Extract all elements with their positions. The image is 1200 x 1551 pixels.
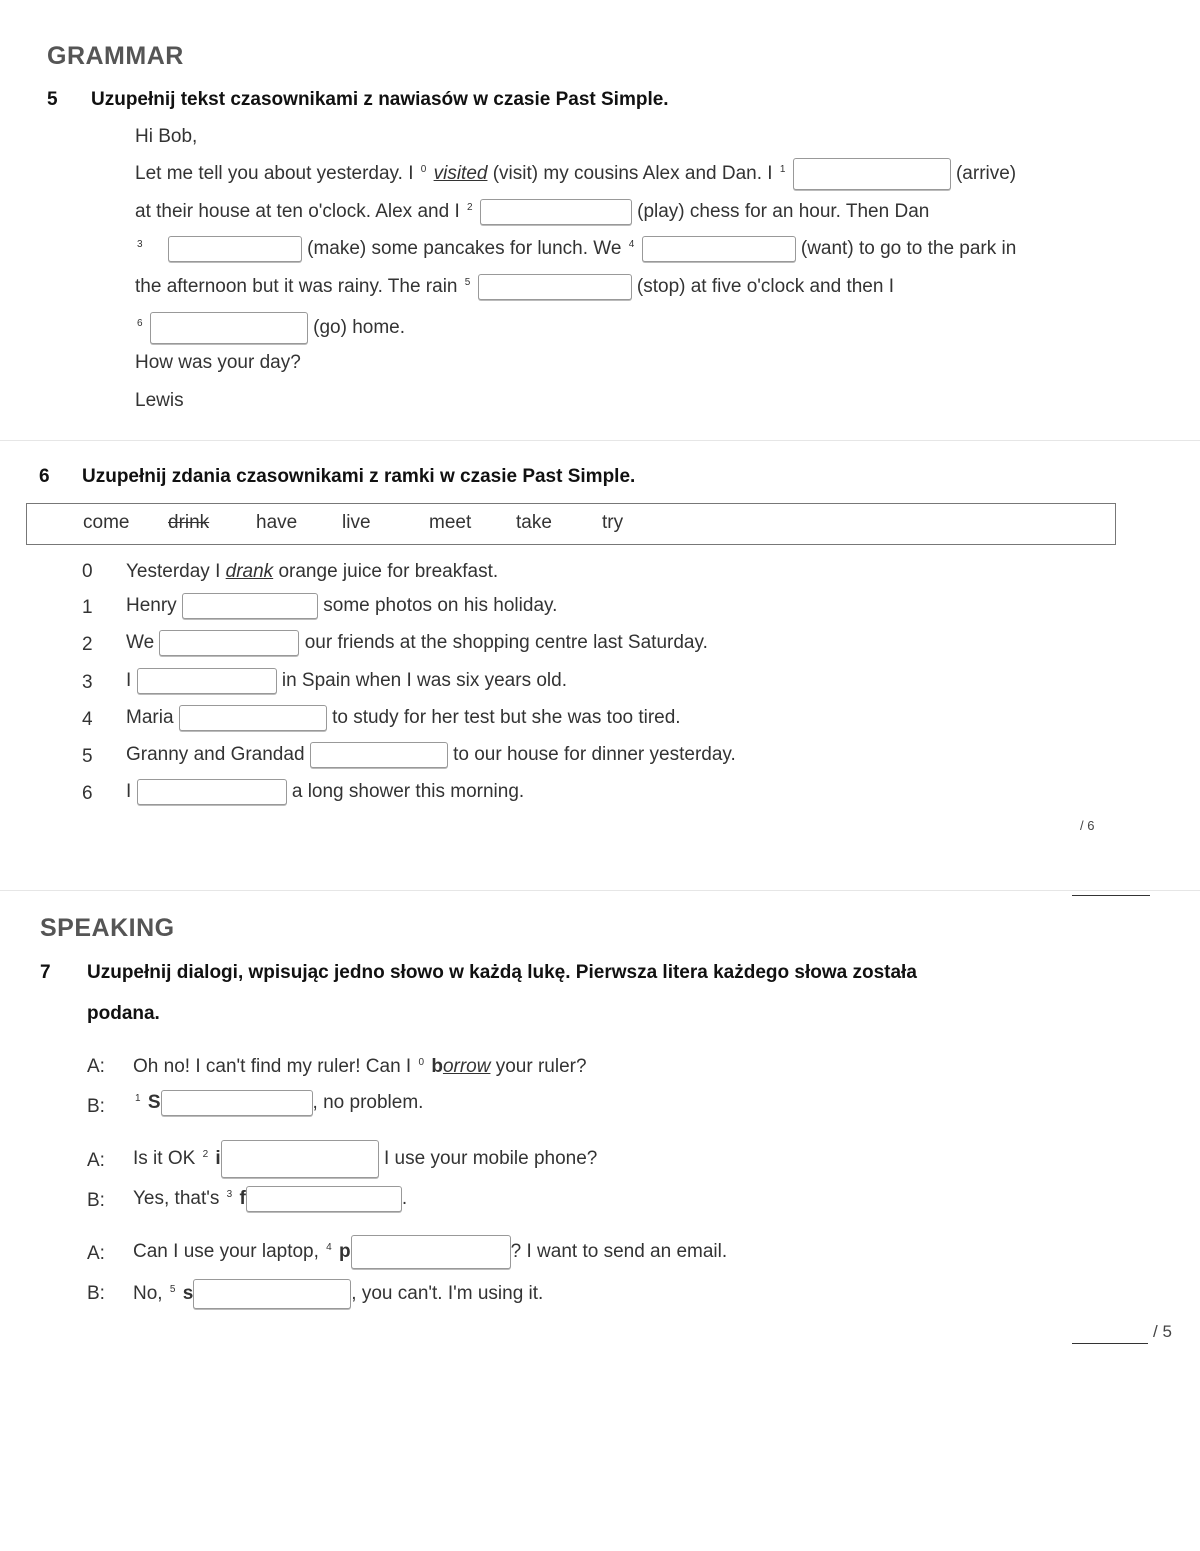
word-box-item: meet: [429, 512, 472, 533]
first-letter-hint: b: [431, 1056, 443, 1077]
dialogue-line-1: [133, 1090, 423, 1116]
answer-gap-6-1[interactable]: [182, 593, 318, 619]
letter-line-1: [135, 158, 1016, 190]
answer-gap-5-2[interactable]: [480, 199, 632, 225]
sentence-6-4: [126, 705, 681, 731]
answer-gap-7-2[interactable]: [221, 1140, 379, 1178]
sentence-6-1: [126, 593, 557, 619]
dialogue-line-2: [133, 1140, 597, 1178]
score-line-decoration: [1072, 895, 1150, 896]
letter-line-3: [135, 236, 1016, 262]
text: to study for her test but she was too tired.: [332, 707, 681, 729]
word-box-item: try: [602, 512, 624, 533]
gap-number: 2: [467, 201, 473, 213]
gap-number: 4: [628, 238, 635, 250]
gap-number: 0: [418, 1056, 425, 1068]
exercise-7-instruction-line-2: podana.: [87, 1003, 160, 1024]
answer-gap-6-4[interactable]: [179, 705, 327, 731]
text: Yesterday I: [126, 561, 221, 582]
text: your ruler?: [495, 1056, 587, 1077]
answer-gap-6-2[interactable]: [159, 630, 299, 656]
gap-number: 0: [420, 163, 427, 175]
dialogue-line-4: [133, 1235, 727, 1269]
answer-gap-5-5[interactable]: [478, 274, 632, 300]
text: Henry: [126, 595, 177, 617]
word-box-item-used: drink: [168, 512, 210, 533]
text: our friends at the shopping centre last Saturday.: [304, 632, 708, 654]
text: the afternoon but it was rainy. The rain: [135, 276, 458, 298]
item-number: 0: [82, 561, 93, 582]
example-answer: orrow: [442, 1056, 491, 1077]
text: (stop) at five o'clock and then I: [636, 276, 894, 298]
score-line: [1072, 1343, 1148, 1344]
answer-gap-7-5[interactable]: [193, 1279, 351, 1309]
first-letter-hint: i: [215, 1148, 221, 1170]
text: orange juice for breakfast.: [278, 561, 499, 582]
text: Is it OK: [133, 1148, 196, 1170]
text: at their house at ten o'clock. Alex and I: [135, 201, 460, 223]
text: Oh no! I can't find my ruler! Can I: [133, 1056, 412, 1077]
exercise-5-instruction: Uzupełnij tekst czasownikami z nawiasów w czasie Past Simple.: [91, 89, 669, 110]
dialogue-line-3: [133, 1186, 407, 1212]
item-number: 6: [82, 783, 93, 804]
score-exercise-6: / 6: [1080, 818, 1095, 833]
section-divider: [0, 440, 1200, 441]
sentence-6-2: [126, 630, 708, 656]
text: Yes, that's: [133, 1188, 220, 1210]
text: in Spain when I was six years old.: [281, 670, 567, 692]
word-box-item: have: [256, 512, 298, 533]
exercise-6-number: 6: [39, 466, 50, 487]
text: No,: [133, 1283, 163, 1305]
text: some photos on his holiday.: [323, 595, 558, 617]
text: Let me tell you about yesterday. I: [135, 163, 414, 185]
answer-gap-6-6[interactable]: [137, 779, 287, 805]
text: (play) chess for an hour. Then Dan: [637, 201, 930, 223]
text: Granny and Grandad: [126, 744, 305, 766]
text: , you can't. I'm using it.: [351, 1283, 544, 1305]
letter-greeting: Hi Bob,: [135, 126, 198, 147]
speaking-section-title: SPEAKING: [40, 914, 175, 942]
score-exercise-7: / 5: [1153, 1322, 1172, 1341]
letter-line-2: [135, 199, 929, 225]
text: (arrive): [955, 163, 1017, 185]
text: to our house for dinner yesterday.: [453, 744, 736, 766]
item-number: 2: [82, 634, 93, 655]
dialogue-speaker: B:: [87, 1190, 105, 1211]
text: We: [126, 632, 155, 654]
sentence-6-5: [126, 742, 736, 768]
word-box-item: take: [516, 512, 552, 533]
exercise-6-instruction: Uzupełnij zdania czasownikami z ramki w czasie Past Simple.: [82, 466, 636, 487]
word-box: [26, 503, 1116, 545]
gap-number: 3: [226, 1188, 233, 1200]
dialogue-speaker: B:: [87, 1096, 105, 1117]
letter-question: How was your day?: [135, 352, 301, 373]
answer-gap-5-1[interactable]: [793, 158, 951, 190]
answer-gap-6-5[interactable]: [310, 742, 448, 768]
text: , no problem.: [312, 1092, 424, 1114]
example-answer: drank: [225, 561, 274, 582]
gap-number: 2: [202, 1148, 209, 1160]
gap-number: 1: [135, 1092, 141, 1104]
exercise-7-number: 7: [40, 962, 51, 983]
exercise-7-instruction-line-1: Uzupełnij dialogi, wpisując jedno słowo w każdą lukę. Pierwsza litera każdego słowa została: [87, 962, 917, 983]
sentence-6-6: [126, 779, 524, 805]
dialogue-speaker: A:: [87, 1150, 105, 1171]
gap-number: 4: [326, 1241, 332, 1253]
text: (visit) my cousins Alex and Dan. I: [492, 163, 773, 185]
text: ? I want to send an email.: [510, 1241, 728, 1263]
dialogue-speaker: A:: [87, 1243, 105, 1264]
text: I use your mobile phone?: [383, 1148, 598, 1170]
text: (want) to go to the park in: [800, 238, 1017, 260]
answer-gap-6-3[interactable]: [137, 668, 277, 694]
dialogue-speaker: A:: [87, 1056, 105, 1077]
sentence-6-3: [126, 668, 567, 694]
gap-number: 6: [137, 317, 143, 329]
text: (make) some pancakes for lunch. We: [307, 238, 622, 260]
text: (go) home.: [313, 317, 405, 339]
text: I: [126, 781, 132, 803]
sentence-6-0: [126, 561, 498, 583]
letter-line-4: [135, 274, 894, 300]
text: a long shower this morning.: [291, 781, 525, 803]
letter-line-5: [135, 312, 405, 344]
first-letter-hint: f: [239, 1188, 246, 1210]
dialogue-speaker: B:: [87, 1283, 105, 1304]
item-number: 3: [82, 672, 93, 693]
first-letter-hint: S: [147, 1092, 161, 1114]
item-number: 4: [82, 709, 93, 730]
word-box-item: live: [342, 512, 371, 533]
answer-gap-7-3[interactable]: [246, 1186, 402, 1212]
answer-gap-5-4[interactable]: [642, 236, 796, 262]
letter-signature: Lewis: [135, 390, 184, 411]
grammar-section-title: GRAMMAR: [47, 42, 184, 70]
gap-number: 1: [779, 163, 786, 175]
answer-gap-7-4[interactable]: [351, 1235, 511, 1269]
first-letter-hint: p: [339, 1241, 351, 1263]
example-answer: visited: [433, 163, 488, 185]
dialogue-line-5: [133, 1279, 543, 1309]
word-box-item: come: [83, 512, 130, 533]
first-letter-hint: s: [182, 1283, 194, 1305]
gap-number: 5: [169, 1283, 176, 1295]
text: .: [401, 1188, 408, 1210]
answer-gap-7-1[interactable]: [161, 1090, 313, 1116]
dialogue-line-0: [133, 1056, 587, 1078]
item-number: 5: [82, 746, 93, 767]
gap-number: 5: [464, 276, 471, 288]
section-divider: [0, 890, 1200, 891]
exercise-5-number: 5: [47, 89, 58, 110]
answer-gap-5-6[interactable]: [150, 312, 308, 344]
gap-number: 3: [137, 238, 143, 250]
answer-gap-5-3[interactable]: [168, 236, 302, 262]
item-number: 1: [82, 597, 93, 618]
text: I: [126, 670, 132, 692]
text: Maria: [126, 707, 174, 729]
text: Can I use your laptop,: [133, 1241, 319, 1263]
